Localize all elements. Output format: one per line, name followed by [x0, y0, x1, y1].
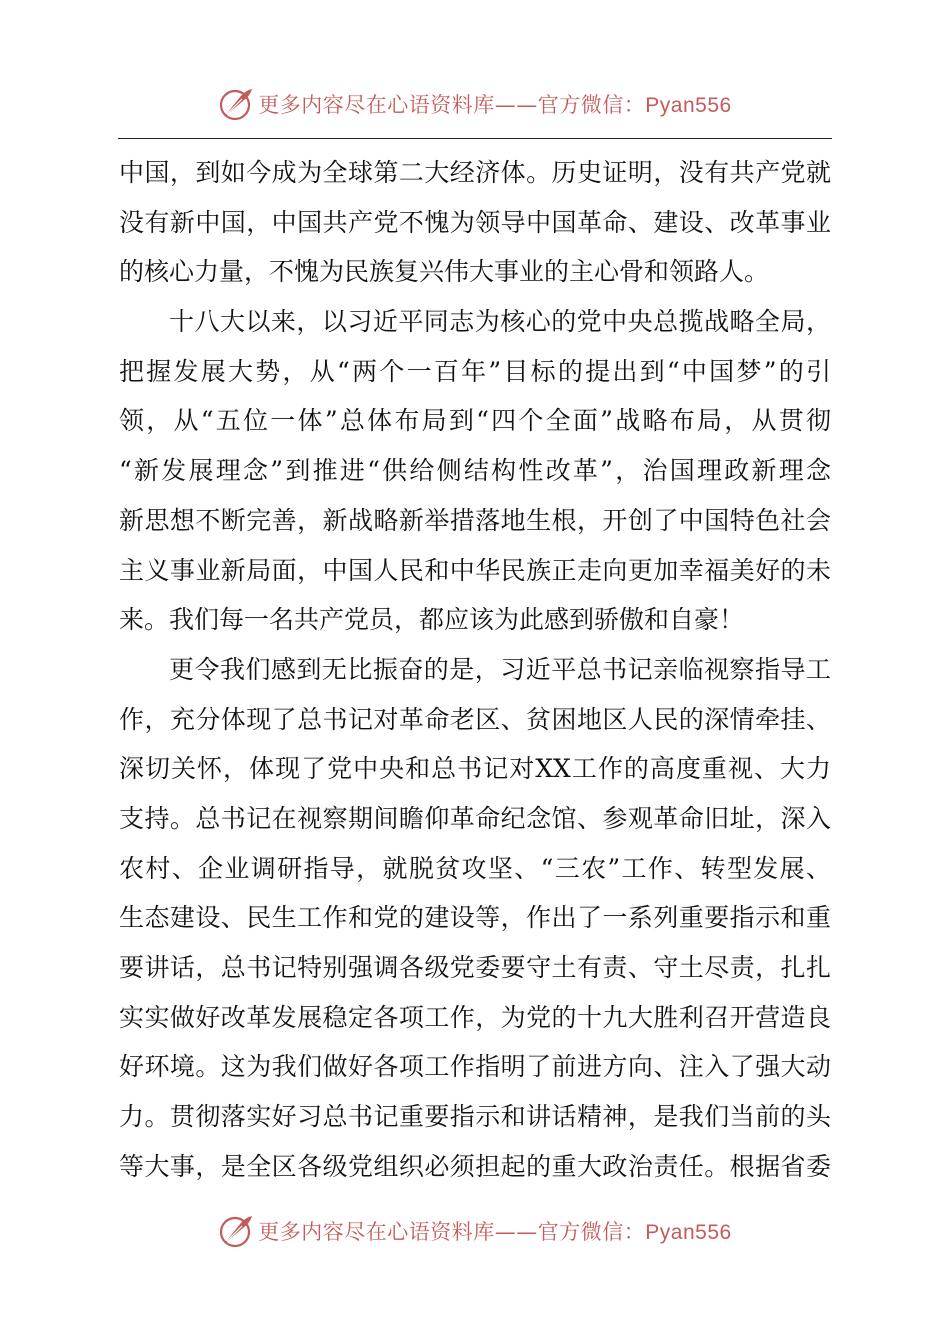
text-line: 农村、企业调研指导，就脱贫攻坚、“三农”工作、转型发展、	[119, 853, 831, 883]
text-line: “新发展理念”到推进“供给侧结构性改革”，治国理政新理念	[119, 456, 831, 486]
text-line: 把握发展大势，从“两个一百年”目标的提出到“中国梦”的引	[119, 356, 831, 386]
text-line: 力。贯彻落实好习总书记重要指示和讲话精神，是我们当前的头	[119, 1102, 831, 1132]
text-line: 好环境。这为我们做好各项工作指明了前进方向、注入了强大动	[119, 1052, 831, 1082]
text-line: 领，从“五位一体”总体布局到“四个全面”战略布局，从贯彻	[119, 406, 831, 436]
text-line: 没有新中国，中国共产党不愧为领导中国革命、建设、改革事业	[119, 207, 831, 237]
text-line: 要讲话，总书记特别强调各级党委要守土有责、守土尽责，扎扎	[119, 953, 831, 982]
header-rule	[118, 138, 832, 139]
text-line: 中国，到如今成为全球第二大经济体。历史证明，没有共产党就	[119, 158, 831, 187]
footer-watermark	[0, 1209, 950, 1253]
footer-watermark-text: 更多内容尽在心语资料库——官方微信：	[258, 1220, 646, 1244]
header-watermark-text: 更多内容尽在心语资料库——官方微信：	[258, 93, 646, 117]
text-line: 作，充分体现了总书记对革命老区、贫困地区人民的深情牵挂、	[119, 704, 831, 734]
document-body	[119, 148, 831, 1191]
text-line: 主义事业新局面，中国人民和中华民族正走向更加幸福美好的未	[119, 555, 831, 585]
header-wechat-id: Pyan556	[645, 94, 732, 117]
text-line: 生态建设、民生工作和党的建设等，作出了一系列重要指示和重	[119, 903, 831, 933]
text-line: 十八大以来，以习近平同志为核心的党中央总揽战略全局，	[169, 307, 831, 337]
text-line: 实实做好改革发展稳定各项工作，为党的十九大胜利召开营造良	[119, 1002, 831, 1032]
quill-pen-logo-icon	[218, 86, 254, 122]
text-line: 新思想不断完善，新战略新举措落地生根，开创了中国特色社会	[119, 505, 831, 535]
text-line: 来。我们每一名共产党员，都应该为此感到骄傲和自豪！	[119, 605, 745, 635]
quill-pen-logo-icon	[218, 1213, 254, 1249]
text-line: 更令我们感到无比振奋的是，习近平总书记亲临视察指导工	[169, 654, 831, 684]
text-line: 等大事，是全区各级党组织必须担起的重大政治责任。根据省委	[119, 1151, 831, 1181]
header-watermark	[0, 82, 950, 126]
footer-wechat-id: Pyan556	[645, 1221, 732, 1244]
text-line: 支持。总书记在视察期间瞻仰革命纪念馆、参观革命旧址，深入	[119, 803, 831, 833]
text-line: 的核心力量，不愧为民族复兴伟大事业的主心骨和领路人。	[119, 257, 770, 287]
text-line: 深切关怀，体现了党中央和总书记对XX工作的高度重视、大力	[119, 754, 831, 784]
